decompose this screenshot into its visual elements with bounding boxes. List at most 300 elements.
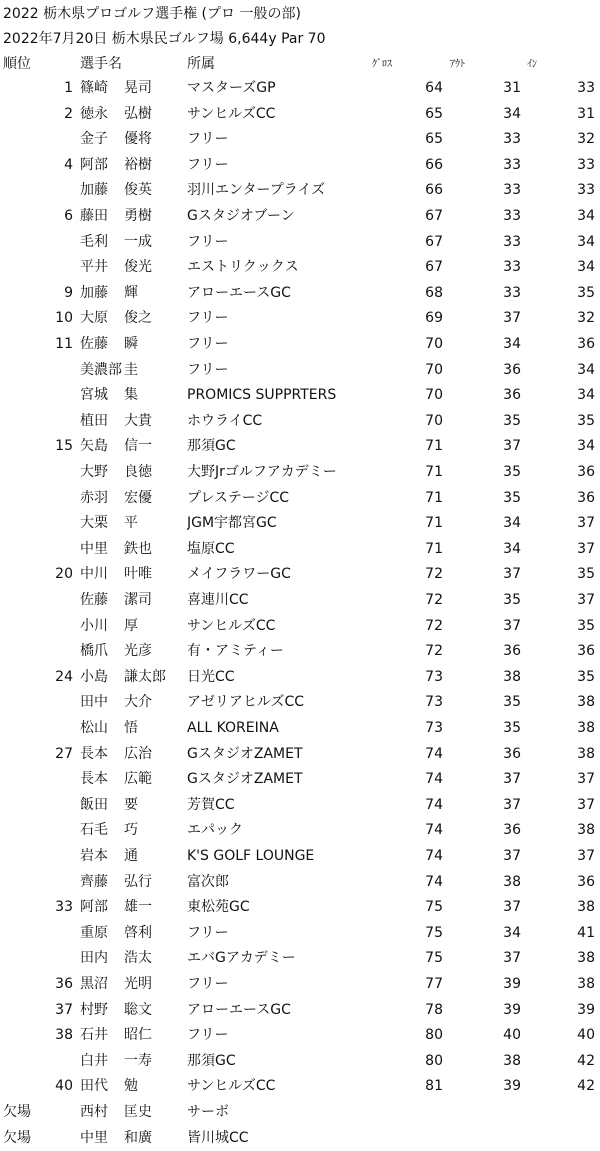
- in-score-cell: 33: [577, 156, 595, 173]
- family-name-cell: 岩本: [80, 848, 108, 864]
- out-score-cell: [480, 1126, 521, 1151]
- out-score-cell: 38: [503, 668, 521, 685]
- table-row: [0, 562, 600, 587]
- table-row: [0, 614, 600, 639]
- given-name-cell: 裕樹: [124, 156, 152, 173]
- in-score-cell: 33: [577, 80, 595, 96]
- in-score-cell: 32: [577, 310, 595, 327]
- rank-cell: 36: [55, 976, 73, 992]
- affiliation-cell: エバGアカデミー: [187, 950, 296, 967]
- table-row: [0, 793, 600, 818]
- given-name-cell: 信一: [124, 438, 152, 455]
- gross-score-cell: 74: [425, 771, 443, 788]
- table-row: [0, 255, 600, 280]
- family-name-cell: 田内: [80, 950, 108, 967]
- family-name-cell: 中里: [80, 540, 108, 557]
- gross-score-cell: [400, 1100, 443, 1125]
- rank-cell: [0, 946, 73, 971]
- family-name-cell: 中里: [80, 1129, 108, 1146]
- rank-cell: 15: [55, 438, 73, 455]
- rank-cell: [0, 588, 73, 613]
- out-score-cell: 37: [503, 438, 521, 455]
- given-name-cell: 集: [124, 387, 138, 404]
- gross-score-cell: 64: [425, 80, 443, 96]
- table-row: [0, 972, 600, 997]
- rank-cell: 40: [55, 1078, 73, 1095]
- given-name-cell: 良徳: [124, 464, 152, 480]
- given-name-cell: 和廣: [124, 1129, 152, 1146]
- in-score-cell: 36: [577, 336, 595, 352]
- family-name-cell: 大栗: [80, 515, 108, 532]
- family-name-cell: 長本: [80, 771, 108, 788]
- gross-score-cell: 71: [425, 464, 443, 480]
- affiliation-cell: サンヒルズCC: [187, 1078, 276, 1095]
- affiliation-cell: Gスタジオブーン: [187, 208, 295, 224]
- in-score-cell: 36: [577, 873, 595, 890]
- in-score-cell: 37: [577, 848, 595, 864]
- gross-score-cell: 65: [425, 105, 443, 122]
- gross-score-cell: 71: [425, 515, 443, 532]
- gross-score-cell: 69: [425, 310, 443, 327]
- family-name-cell: 宮城: [80, 387, 108, 404]
- out-score-cell: 33: [503, 156, 521, 173]
- given-name-cell: 優将: [124, 131, 152, 148]
- table-row: [0, 870, 600, 895]
- in-score-cell: [545, 1100, 595, 1125]
- table-row: [0, 665, 600, 690]
- rank-cell: [0, 818, 73, 843]
- table-row: [0, 178, 600, 203]
- given-name-cell: 潔司: [124, 592, 152, 608]
- out-score-cell: 36: [503, 745, 521, 762]
- out-score-cell: 37: [503, 771, 521, 788]
- out-score-cell: 33: [503, 208, 521, 224]
- out-score-cell: 31: [503, 80, 521, 96]
- out-score-cell: 39: [503, 1001, 521, 1018]
- table-row: [0, 358, 600, 383]
- table-row: [0, 742, 600, 767]
- page-title: 2022 栃木県プロゴルフ選手権 (プロ 一般の部): [3, 6, 301, 22]
- given-name-cell: 雄一: [124, 899, 152, 916]
- table-row: [0, 690, 600, 715]
- gross-score-cell: 75: [425, 950, 443, 967]
- affiliation-cell: フリー: [187, 336, 229, 352]
- in-score-cell: [545, 1126, 595, 1151]
- family-name-cell: 齊藤: [80, 873, 108, 890]
- gross-score-cell: [400, 1126, 443, 1151]
- family-name-cell: 小島: [80, 668, 108, 685]
- given-name-cell: 大介: [124, 694, 152, 711]
- family-name-cell: 徳永: [80, 105, 108, 122]
- affiliation-cell: アゼリアヒルズCC: [187, 694, 304, 711]
- in-score-cell: 36: [577, 464, 595, 480]
- gross-score-cell: 74: [425, 745, 443, 762]
- affiliation-cell: アローエースGC: [187, 1001, 291, 1018]
- out-score-cell: 38: [503, 873, 521, 890]
- given-name-cell: 弘樹: [124, 105, 152, 122]
- family-name-cell: 阿部: [80, 156, 108, 173]
- given-name-cell: 一成: [124, 233, 152, 250]
- family-name-cell: 篠崎: [80, 80, 108, 96]
- table-row: [0, 1049, 600, 1074]
- in-score-cell: 39: [577, 1001, 595, 1018]
- in-score-cell: 33: [577, 182, 595, 199]
- table-row: [0, 716, 600, 741]
- affiliation-cell: 富次郎: [187, 873, 229, 890]
- family-name-cell: 植田: [80, 412, 108, 429]
- given-name-cell: 大貴: [124, 412, 152, 429]
- rank-cell: [0, 1049, 73, 1074]
- rank-cell: [0, 844, 73, 869]
- table-row: [0, 460, 600, 485]
- out-score-cell: 35: [503, 412, 521, 429]
- table-row: [0, 127, 600, 152]
- out-score-cell: 34: [503, 336, 521, 352]
- gross-score-cell: 70: [425, 336, 443, 352]
- in-score-cell: 38: [577, 976, 595, 992]
- page-subtitle: 2022年7月20日 栃木県民ゴルフ場 6,644y Par 70: [3, 31, 326, 47]
- given-name-cell: 晃司: [124, 80, 152, 96]
- affiliation-cell: フリー: [187, 156, 229, 173]
- gross-score-cell: 71: [425, 489, 443, 506]
- rank-cell: 6: [64, 208, 73, 224]
- rank-cell: [0, 460, 73, 485]
- family-name-cell: 大原: [80, 310, 108, 327]
- rank-cell: [0, 178, 73, 203]
- out-score-cell: 37: [503, 848, 521, 864]
- gross-score-cell: 65: [425, 131, 443, 148]
- in-score-cell: 41: [577, 924, 595, 941]
- out-score-cell: 33: [503, 233, 521, 250]
- affiliation-cell: PROMICS SUPPRTERS: [187, 387, 337, 404]
- in-score-cell: 38: [577, 950, 595, 967]
- in-score-cell: 37: [577, 592, 595, 608]
- affiliation-cell: マスターズGP: [187, 80, 276, 96]
- table-row: [0, 153, 600, 178]
- rank-cell: 欠場: [3, 1129, 31, 1146]
- rank-cell: 24: [55, 668, 73, 685]
- header-out: ｱｳﾄ: [450, 59, 465, 70]
- out-score-cell: 37: [503, 796, 521, 813]
- rank-cell: 4: [64, 156, 73, 173]
- rank-cell: [0, 793, 73, 818]
- affiliation-cell: プレステージCC: [187, 489, 290, 506]
- family-name-cell: 加藤: [80, 182, 108, 199]
- family-name-cell: 西村: [80, 1104, 108, 1120]
- affiliation-cell: エストリクックス: [187, 259, 299, 276]
- in-score-cell: 34: [577, 387, 595, 404]
- gross-score-cell: 71: [425, 438, 443, 455]
- given-name-cell: 昭仁: [124, 1027, 152, 1044]
- affiliation-cell: アローエースGC: [187, 284, 291, 301]
- rank-cell: [0, 230, 73, 255]
- given-name-cell: 叶唯: [124, 566, 152, 583]
- rank-cell: [0, 639, 73, 664]
- given-name-cell: 平: [124, 515, 138, 532]
- given-name-cell: 聡文: [124, 1001, 152, 1018]
- family-name-cell: 橋爪: [80, 643, 108, 660]
- rank-cell: 37: [55, 1001, 73, 1018]
- given-name-cell: 勇樹: [124, 208, 152, 224]
- gross-score-cell: 67: [425, 259, 443, 276]
- table-row: [0, 537, 600, 562]
- out-score-cell: 37: [503, 950, 521, 967]
- affiliation-cell: サーボ: [187, 1104, 229, 1120]
- affiliation-cell: フリー: [187, 1027, 229, 1044]
- given-name-cell: 瞬: [124, 336, 138, 352]
- affiliation-cell: 喜連川CC: [187, 592, 249, 608]
- table-row: [0, 818, 600, 843]
- family-name-cell: 加藤: [80, 284, 108, 301]
- in-score-cell: 35: [577, 617, 595, 634]
- rank-cell: 10: [55, 310, 73, 327]
- given-name-cell: 謙太郎: [124, 668, 166, 685]
- family-name-cell: 村野: [80, 1001, 108, 1018]
- given-name-cell: 要: [124, 796, 138, 813]
- in-score-cell: 36: [577, 489, 595, 506]
- gross-score-cell: 73: [425, 720, 443, 736]
- affiliation-cell: エパック: [187, 822, 243, 839]
- affiliation-cell: 日光CC: [187, 668, 235, 685]
- given-name-cell: 光明: [124, 976, 152, 992]
- table-row: [0, 409, 600, 434]
- family-name-cell: 田中: [80, 694, 108, 711]
- rank-cell: [0, 127, 73, 152]
- out-score-cell: 39: [503, 1078, 521, 1095]
- table-row: [0, 1074, 600, 1099]
- in-score-cell: 42: [577, 1052, 595, 1069]
- gross-score-cell: 72: [425, 643, 443, 660]
- in-score-cell: 37: [577, 796, 595, 813]
- rank-cell: [0, 614, 73, 639]
- gross-score-cell: 67: [425, 233, 443, 250]
- out-score-cell: 35: [503, 592, 521, 608]
- rank-cell: [0, 358, 73, 383]
- table-row: [0, 1126, 600, 1151]
- given-name-cell: 俊英: [124, 182, 152, 199]
- rank-cell: [0, 537, 73, 562]
- out-score-cell: 35: [503, 464, 521, 480]
- rank-cell: [0, 383, 73, 408]
- gross-score-cell: 74: [425, 822, 443, 839]
- gross-score-cell: 73: [425, 694, 443, 711]
- rank-cell: 2: [64, 105, 73, 122]
- gross-score-cell: 71: [425, 540, 443, 557]
- family-name-cell: 白井: [80, 1052, 108, 1069]
- family-name-cell: 石毛: [80, 822, 108, 839]
- table-row: [0, 511, 600, 536]
- family-name-cell: 佐藤: [80, 336, 108, 352]
- out-score-cell: 34: [503, 515, 521, 532]
- rank-cell: 欠場: [3, 1104, 31, 1120]
- table-row: [0, 639, 600, 664]
- out-score-cell: 33: [503, 131, 521, 148]
- out-score-cell: 37: [503, 310, 521, 327]
- in-score-cell: 32: [577, 131, 595, 148]
- in-score-cell: 34: [577, 233, 595, 250]
- in-score-cell: 31: [577, 105, 595, 122]
- rank-cell: [0, 255, 73, 280]
- gross-score-cell: 75: [425, 899, 443, 916]
- gross-score-cell: 80: [425, 1052, 443, 1069]
- table-row: [0, 767, 600, 792]
- affiliation-cell: K'S GOLF LOUNGE: [187, 848, 315, 864]
- family-name-cell: 飯田: [80, 796, 108, 813]
- family-name-cell: 黒沼: [80, 976, 108, 992]
- family-name-cell: 美濃部: [80, 361, 122, 378]
- gross-score-cell: 74: [425, 873, 443, 890]
- family-name-cell: 石井: [80, 1027, 108, 1044]
- gross-score-cell: 74: [425, 796, 443, 813]
- in-score-cell: 42: [577, 1078, 595, 1095]
- out-score-cell: 36: [503, 361, 521, 378]
- table-row: [0, 102, 600, 127]
- affiliation-cell: GスタジオZAMET: [187, 745, 303, 762]
- header-name: 選手名: [80, 56, 122, 72]
- table-row: [0, 230, 600, 255]
- affiliation-cell: 塩原CC: [187, 540, 235, 557]
- given-name-cell: 広範: [124, 771, 152, 788]
- table-row: [0, 1100, 600, 1125]
- table-row: [0, 998, 600, 1023]
- affiliation-cell: 羽川エンタープライズ: [187, 182, 326, 199]
- table-header: [0, 52, 600, 77]
- header-rank: 順位: [3, 56, 31, 72]
- affiliation-cell: サンヒルズCC: [187, 617, 276, 634]
- rank-cell: [0, 690, 73, 715]
- table-row: [0, 946, 600, 971]
- rank-cell: 11: [55, 336, 73, 352]
- gross-score-cell: 77: [425, 976, 443, 992]
- given-name-cell: 通: [124, 848, 138, 864]
- given-name-cell: 俊之: [124, 310, 152, 327]
- rank-cell: [0, 716, 73, 741]
- out-score-cell: 36: [503, 822, 521, 839]
- affiliation-cell: 那須GC: [187, 1052, 236, 1069]
- gross-score-cell: 68: [425, 284, 443, 301]
- gross-score-cell: 72: [425, 617, 443, 634]
- affiliation-cell: サンヒルズCC: [187, 105, 276, 122]
- rank-cell: 27: [55, 745, 73, 762]
- table-row: [0, 204, 600, 229]
- out-score-cell: 37: [503, 899, 521, 916]
- given-name-cell: 一寿: [124, 1052, 152, 1069]
- affiliation-cell: メイフラワーGC: [187, 566, 291, 583]
- table-row: [0, 588, 600, 613]
- given-name-cell: 浩太: [124, 950, 152, 967]
- affiliation-cell: ホウライCC: [187, 412, 263, 429]
- in-score-cell: 38: [577, 899, 595, 916]
- out-score-cell: 35: [503, 694, 521, 711]
- table-row: [0, 76, 600, 101]
- rank-cell: 1: [64, 80, 73, 96]
- gross-score-cell: 70: [425, 412, 443, 429]
- header-gross: ｸﾞﾛｽ: [372, 59, 392, 70]
- given-name-cell: 俊光: [124, 259, 152, 276]
- family-name-cell: 重原: [80, 924, 108, 941]
- affiliation-cell: 東松苑GC: [187, 899, 250, 916]
- gross-score-cell: 66: [425, 182, 443, 199]
- family-name-cell: 佐藤: [80, 592, 108, 608]
- in-score-cell: 35: [577, 412, 595, 429]
- out-score-cell: 39: [503, 976, 521, 992]
- in-score-cell: 37: [577, 771, 595, 788]
- in-score-cell: 35: [577, 566, 595, 583]
- rank-cell: [0, 767, 73, 792]
- given-name-cell: 厚: [124, 617, 138, 634]
- affiliation-cell: 有・アミティー: [187, 643, 284, 660]
- table-row: [0, 281, 600, 306]
- given-name-cell: 匡史: [124, 1104, 152, 1120]
- gross-score-cell: 72: [425, 592, 443, 608]
- rank-cell: [0, 921, 73, 946]
- in-score-cell: 37: [577, 515, 595, 532]
- given-name-cell: 巧: [124, 822, 138, 839]
- gross-score-cell: 70: [425, 387, 443, 404]
- in-score-cell: 38: [577, 694, 595, 711]
- affiliation-cell: フリー: [187, 131, 229, 148]
- given-name-cell: 啓利: [124, 924, 152, 941]
- table-row: [0, 921, 600, 946]
- affiliation-cell: 芳賀CC: [187, 796, 235, 813]
- family-name-cell: 赤羽: [80, 489, 108, 506]
- affiliation-cell: ALL KOREINA: [187, 720, 279, 736]
- given-name-cell: 鉄也: [124, 540, 152, 557]
- family-name-cell: 長本: [80, 745, 108, 762]
- family-name-cell: 阿部: [80, 899, 108, 916]
- rank-cell: 20: [55, 566, 73, 583]
- out-score-cell: 37: [503, 566, 521, 583]
- table-row: [0, 1023, 600, 1048]
- affiliation-cell: JGM宇都宮GC: [187, 515, 277, 532]
- table-row: [0, 306, 600, 331]
- header-in: ｲﾝ: [527, 59, 537, 70]
- out-score-cell: 38: [503, 1052, 521, 1069]
- table-row: [0, 383, 600, 408]
- given-name-cell: 広治: [124, 745, 152, 762]
- gross-score-cell: 78: [425, 1001, 443, 1018]
- affiliation-cell: 大野Jrゴルフアカデミー: [187, 464, 337, 480]
- gross-score-cell: 70: [425, 361, 443, 378]
- affiliation-cell: 那須GC: [187, 438, 236, 455]
- in-score-cell: 38: [577, 745, 595, 762]
- out-score-cell: [480, 1100, 521, 1125]
- in-score-cell: 38: [577, 822, 595, 839]
- affiliation-cell: フリー: [187, 310, 229, 327]
- rank-cell: [0, 486, 73, 511]
- gross-score-cell: 72: [425, 566, 443, 583]
- header-affiliation: 所属: [187, 56, 215, 72]
- rank-cell: [0, 409, 73, 434]
- out-score-cell: 33: [503, 284, 521, 301]
- in-score-cell: 37: [577, 540, 595, 557]
- family-name-cell: 藤田: [80, 208, 108, 224]
- given-name-cell: 弘行: [124, 873, 152, 890]
- table-row: [0, 486, 600, 511]
- gross-score-cell: 81: [425, 1078, 443, 1095]
- out-score-cell: 34: [503, 924, 521, 941]
- in-score-cell: 38: [577, 720, 595, 736]
- out-score-cell: 40: [503, 1027, 521, 1044]
- table-row: [0, 434, 600, 459]
- out-score-cell: 33: [503, 182, 521, 199]
- affiliation-cell: フリー: [187, 233, 229, 250]
- gross-score-cell: 80: [425, 1027, 443, 1044]
- rank-cell: 33: [55, 899, 73, 916]
- out-score-cell: 33: [503, 259, 521, 276]
- gross-score-cell: 73: [425, 668, 443, 685]
- rank-cell: [0, 511, 73, 536]
